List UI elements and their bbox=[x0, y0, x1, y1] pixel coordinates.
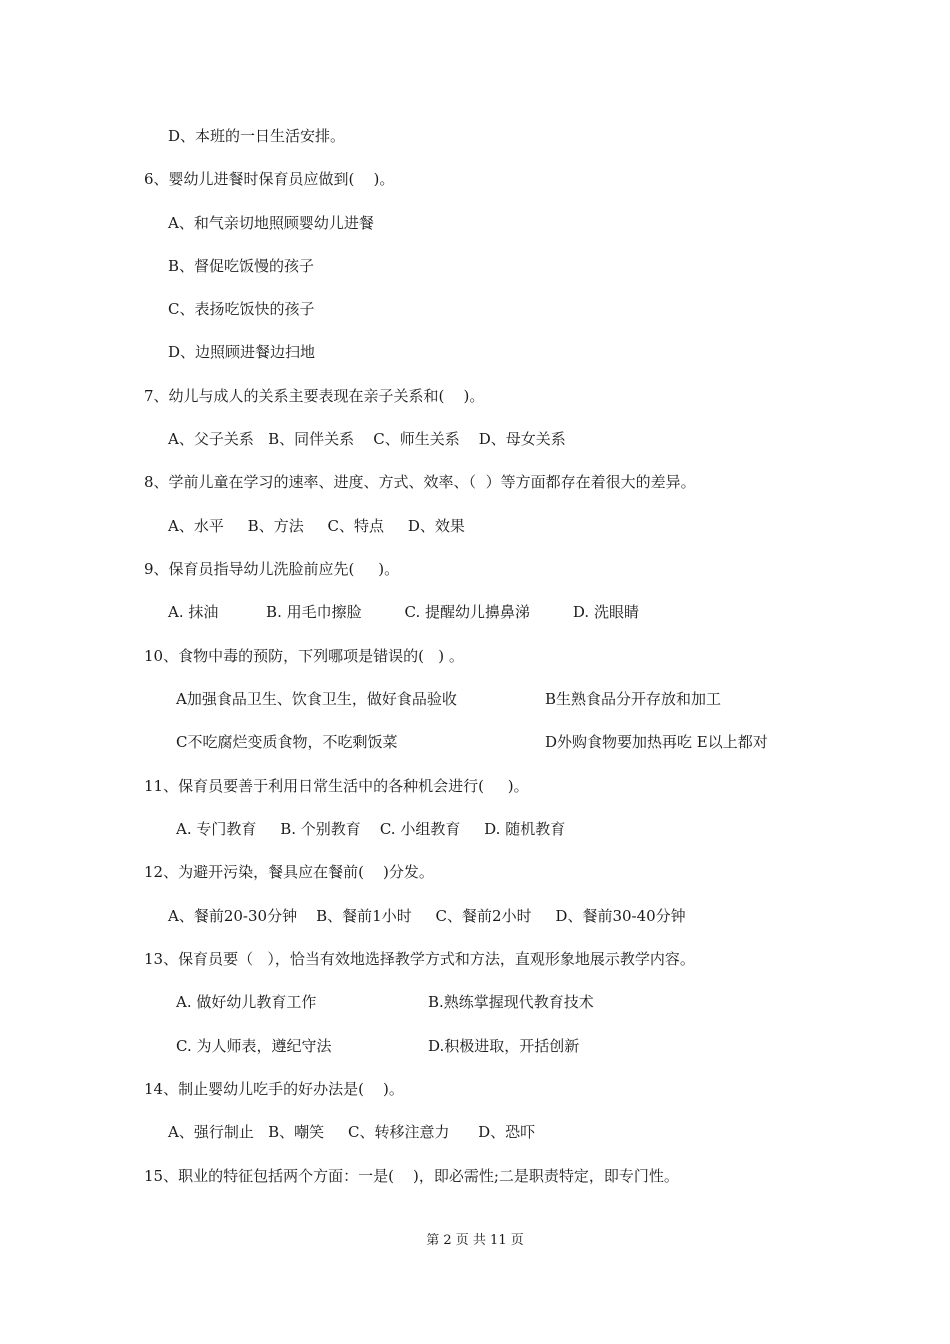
page-footer: 第 2 页 共 11 页 bbox=[426, 1233, 524, 1248]
q10-option-c: C不吃腐烂变质食物，不吃剩饭菜 bbox=[176, 733, 398, 751]
q9-options: A. 抹油 B. 用毛巾擦脸 C. 提醒幼儿擤鼻涕 D. 洗眼睛 bbox=[168, 603, 639, 621]
q13-option-b: B.熟练掌握现代教育技术 bbox=[428, 993, 594, 1011]
question-9: 9、保育员指导幼儿洗脸前应先( )。 bbox=[144, 560, 400, 578]
q14-options: A、强行制止 B、嘲笑 C、转移注意力 D、恐吓 bbox=[168, 1123, 536, 1141]
question-12: 12、为避开污染，餐具应在餐前( )分发。 bbox=[144, 863, 434, 881]
q13-option-c: C. 为人师表，遵纪守法 bbox=[176, 1037, 332, 1055]
question-10: 10、食物中毒的预防，下列哪项是错误的( ) 。 bbox=[144, 647, 464, 665]
q10-option-b: B生熟食品分开存放和加工 bbox=[545, 690, 722, 708]
q7-options: A、父子关系 B、同伴关系 C、师生关系 D、母女关系 bbox=[168, 430, 566, 448]
question-7: 7、幼儿与成人的关系主要表现在亲子关系和( )。 bbox=[144, 387, 485, 405]
q6-option-a: A、和气亲切地照顾婴幼儿进餐 bbox=[168, 214, 374, 232]
q10-option-a: A加强食品卫生、饮食卫生，做好食品验收 bbox=[176, 690, 457, 708]
q11-options: A. 专门教育 B. 个别教育 C. 小组教育 D. 随机教育 bbox=[176, 820, 566, 838]
q13-option-d: D.积极进取，开括创新 bbox=[428, 1037, 580, 1055]
question-6: 6、婴幼儿进餐时保育员应做到( )。 bbox=[144, 170, 395, 188]
question-13: 13、保育员要（ ），恰当有效地选择教学方式和方法，直观形象地展示教学内容。 bbox=[144, 950, 695, 968]
q13-option-a: A. 做好幼儿教育工作 bbox=[176, 993, 317, 1011]
question-8: 8、学前儿童在学习的速率、进度、方式、效率、（ ）等方面都存在着很大的差异。 bbox=[144, 473, 696, 491]
question-11: 11、保育员要善于利用日常生活中的各种机会进行( )。 bbox=[144, 777, 529, 795]
q6-option-d: D、边照顾进餐边扫地 bbox=[168, 343, 316, 361]
q6-option-c: C、表扬吃饭快的孩子 bbox=[168, 300, 315, 318]
question-14: 14、制止婴幼儿吃手的好办法是( )。 bbox=[144, 1080, 404, 1098]
question-15: 15、职业的特征包括两个方面：一是( )，即必需性;二是职责特定，即专门性。 bbox=[144, 1167, 679, 1185]
q5-option-d: D、本班的一日生活安排。 bbox=[168, 127, 346, 145]
q8-options: A、水平 B、方法 C、特点 D、效果 bbox=[168, 517, 465, 535]
q12-options: A、餐前20-30分钟 B、餐前1小时 C、餐前2小时 D、餐前30-40分钟 bbox=[168, 907, 686, 925]
q10-option-d-e: D外购食物要加热再吃 E以上都对 bbox=[545, 733, 768, 751]
q6-option-b: B、督促吃饭慢的孩子 bbox=[168, 257, 315, 275]
